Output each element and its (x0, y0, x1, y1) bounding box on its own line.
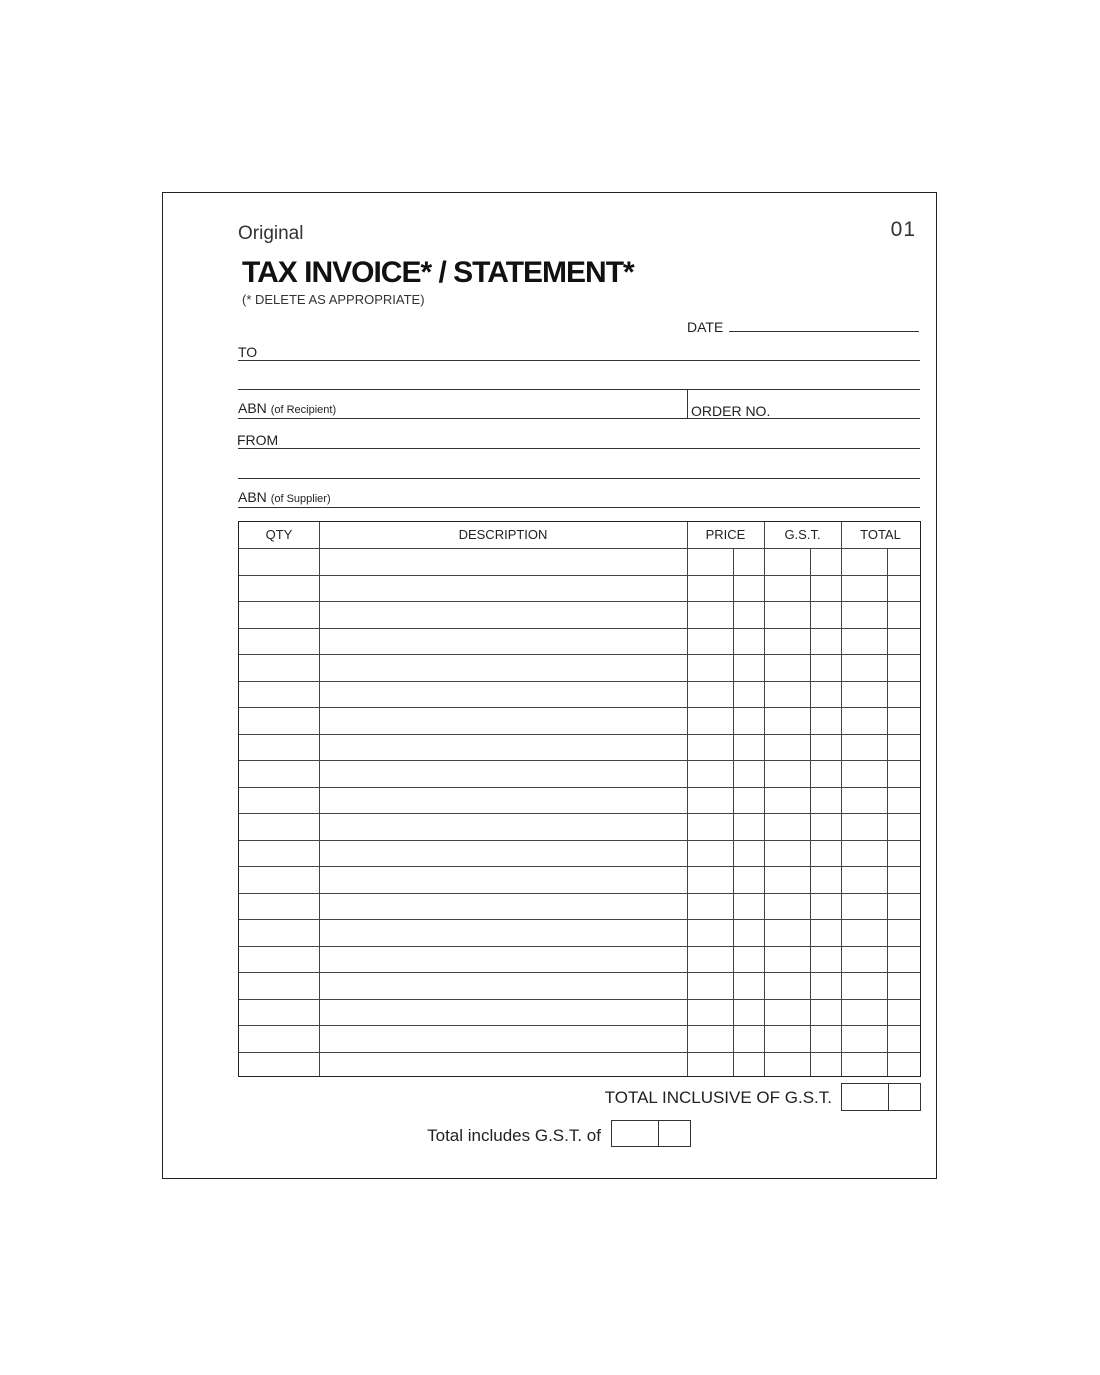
from-field-line-2[interactable] (238, 478, 920, 479)
table-row[interactable] (239, 734, 920, 735)
copy-label: Original (238, 223, 304, 244)
abn-supplier-text: ABN (238, 489, 267, 505)
form-number: 01 (890, 218, 916, 241)
invoice-form (162, 192, 937, 1179)
table-row[interactable] (239, 999, 920, 1000)
table-row[interactable] (239, 946, 920, 947)
table-row[interactable] (239, 919, 920, 920)
table-row[interactable] (239, 601, 920, 602)
items-table (238, 521, 921, 1077)
table-row[interactable] (239, 707, 920, 708)
price-header: PRICE (705, 527, 746, 542)
table-row[interactable] (239, 972, 920, 973)
gst-included-label: Total includes G.S.T. of (427, 1126, 601, 1145)
abn-supplier-label (238, 489, 331, 505)
column-divider (319, 522, 320, 1076)
table-row[interactable] (239, 575, 920, 576)
gst-included-box[interactable] (611, 1120, 691, 1147)
abn-recipient-note: (of Recipient) (270, 404, 337, 416)
table-row[interactable] (239, 866, 920, 867)
column-divider (764, 522, 765, 1076)
abn-supplier-note: (of Supplier) (270, 493, 331, 505)
date-field[interactable] (729, 331, 919, 332)
column-divider (841, 522, 842, 1076)
table-row[interactable] (239, 681, 920, 682)
abn-recipient-field[interactable] (238, 418, 920, 419)
table-row[interactable] (239, 840, 920, 841)
from-field-line-1[interactable] (238, 448, 920, 449)
order-divider (687, 389, 688, 419)
delete-note: (* DELETE AS APPROPRIATE) (242, 292, 425, 307)
page-title: TAX INVOICE* / STATEMENT* (242, 256, 634, 289)
to-field-line-1[interactable] (238, 360, 920, 361)
table-row[interactable] (239, 760, 920, 761)
to-field-line-2[interactable] (238, 389, 920, 390)
abn-supplier-field[interactable] (238, 507, 920, 508)
date-label: DATE (687, 319, 724, 335)
table-row[interactable] (239, 1052, 920, 1053)
qty-header: QTY (265, 527, 293, 542)
from-label: FROM (237, 432, 279, 448)
order-no-label: ORDER NO. (691, 403, 771, 419)
table-row[interactable] (239, 654, 920, 655)
total-inclusive-box[interactable] (841, 1083, 921, 1111)
box-divider (888, 1084, 889, 1110)
abn-recipient-label (238, 400, 336, 416)
total-header: TOTAL (860, 527, 901, 542)
column-divider (687, 522, 688, 1076)
to-label: TO (238, 344, 258, 360)
table-row[interactable] (239, 813, 920, 814)
table-row[interactable] (239, 1025, 920, 1026)
gst-header: G.S.T. (784, 527, 821, 542)
total-inclusive-label: TOTAL INCLUSIVE OF G.S.T. (604, 1088, 832, 1107)
table-row[interactable] (239, 628, 920, 629)
table-row[interactable] (239, 548, 920, 549)
description-header: DESCRIPTION (458, 527, 548, 542)
box-divider (658, 1121, 659, 1146)
abn-recipient-text: ABN (238, 400, 267, 416)
table-row[interactable] (239, 787, 920, 788)
table-row[interactable] (239, 893, 920, 894)
